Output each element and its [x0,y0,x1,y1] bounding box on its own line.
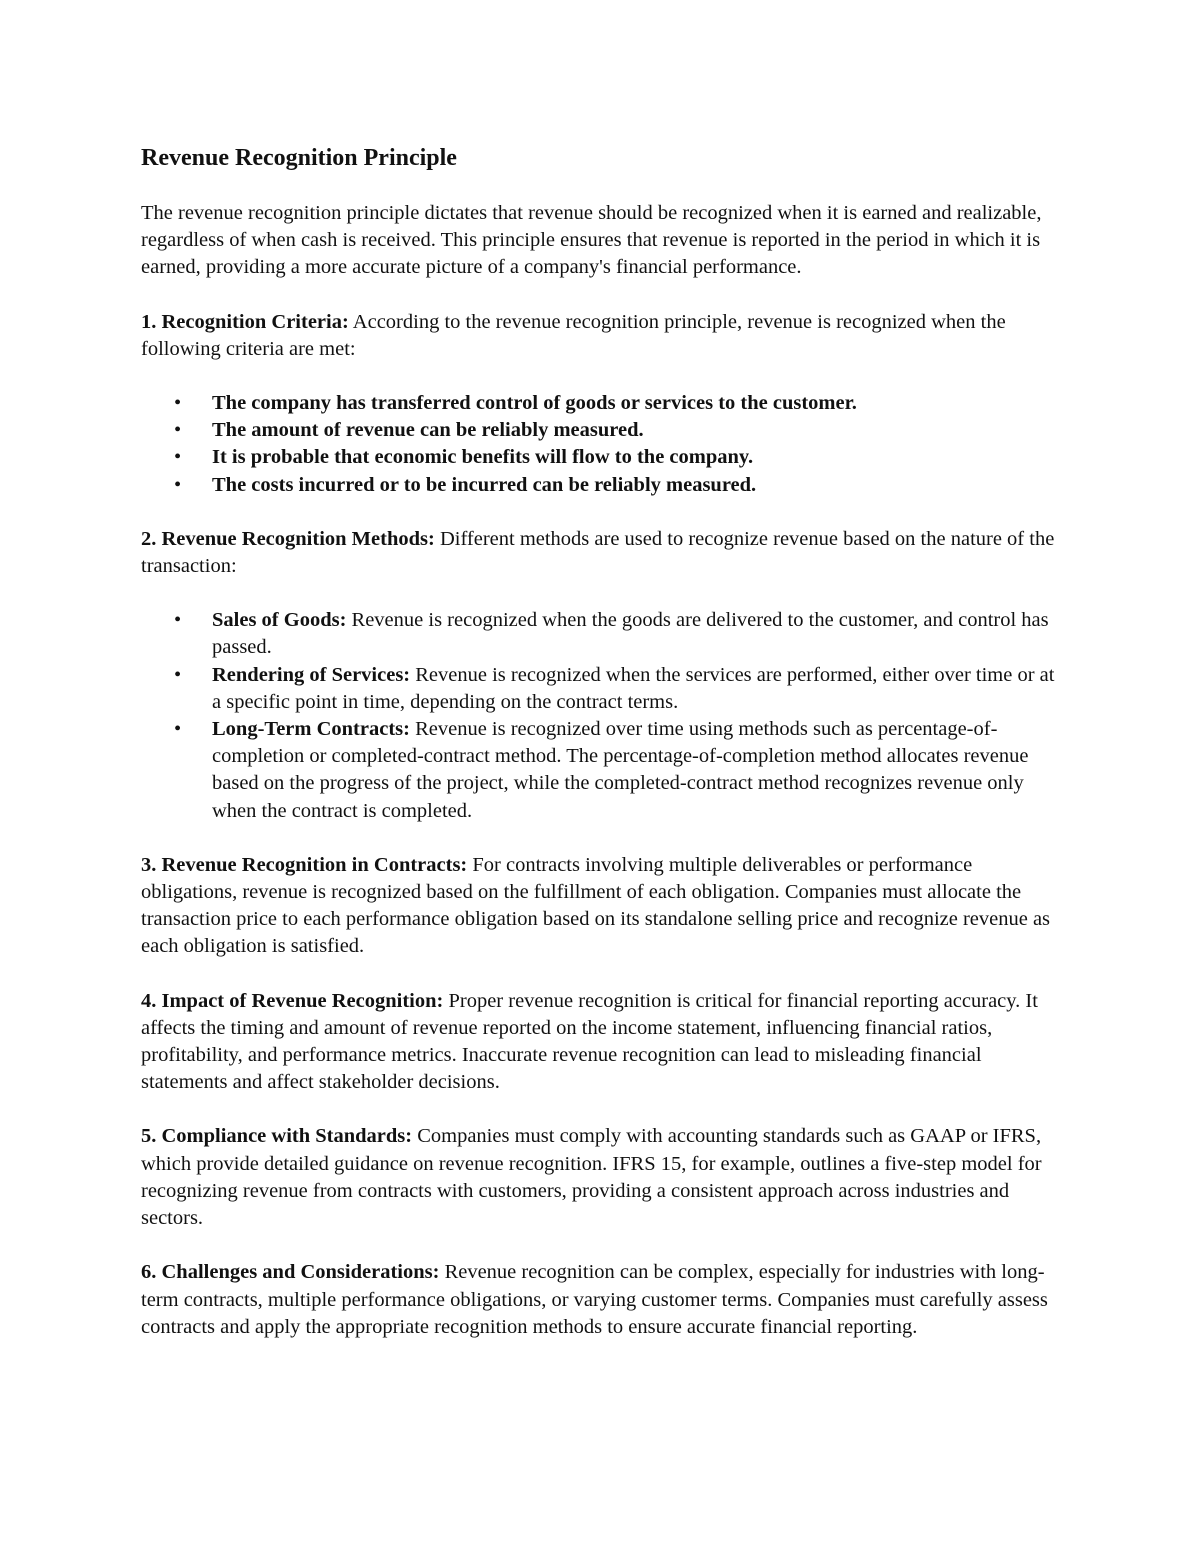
criterion-text: The amount of revenue can be reliably measured. [212,419,644,442]
section-2-heading: 2. Revenue Recognition Methods: [141,527,435,550]
method-text: Revenue is recognized over time using methods such as percentage-of-completion or completed-contract method. The percentage-of-completion method allocates revenue based on the progress of the project, while the completed-contract method recognizes revenue only when the contract is completed. [212,718,1029,822]
list-item [174,390,1066,417]
list-item [174,716,1066,825]
method-label: Long-Term Contracts: [212,718,410,741]
list-item [174,472,1066,499]
list-item [174,444,1066,471]
bullet-icon: • [174,718,182,741]
bullet-icon: • [174,663,182,686]
section-3-text: For contracts involving multiple deliverables or performance obligations, revenue is recognized based on the fulfillment of each obligation. Companies must allocate the transaction price to each performance obligation based on its standalone selling price and recognize revenue as each obligation is satisfied. [141,853,1051,958]
intro-paragraph: The revenue recognition principle dictates that revenue should be recognized when it is earned and realizable, regardless of when cash is received. This principle ensures that revenue is reported in the period in which it is earned, providing a more accurate picture of a company's financial performance. [141,202,1042,279]
section-3-paragraph [141,852,1066,961]
methods-list [141,607,1066,825]
section-5-text: Companies must comply with accounting standards such as GAAP or IFRS, which provide detailed guidance on revenue recognition. IFRS 15, for example, outlines a five-step model for recognizing revenue from contracts with customers, providing a consistent approach across industries and sectors. [141,1125,1042,1230]
section-6-heading: 6. Challenges and Considerations: [141,1261,440,1284]
document-title: Revenue Recognition Principle [141,145,457,171]
method-label: Sales of Goods: [212,609,347,632]
section-2-paragraph [141,526,1066,580]
section-4-paragraph [141,988,1066,1097]
document-page [141,140,1066,1368]
bullet-icon: • [174,392,182,415]
section-5-paragraph [141,1123,1066,1232]
criterion-text: The company has transferred control of goods or services to the customer. [212,392,857,415]
section-6-paragraph [141,1259,1066,1341]
section-4-heading: 4. Impact of Revenue Recognition: [141,989,444,1012]
criteria-list [141,390,1066,499]
section-4-text: Proper revenue recognition is critical for financial reporting accuracy. It affects the timing and amount of revenue reported on the income statement, influencing financial ratios, profitability, and performance metrics. Inaccurate revenue recognition can lead to misleading financial statements and affect stakeholder decisions. [141,989,1038,1094]
bullet-icon: • [174,473,182,496]
section-3-heading: 3. Revenue Recognition in Contracts: [141,853,468,876]
section-5-heading: 5. Compliance with Standards: [141,1125,413,1148]
method-text: Revenue is recognized when the services are performed, either over time or at a specific point in time, depending on the contract terms. [212,663,1055,713]
list-item [174,662,1066,716]
section-6-text: Revenue recognition can be complex, especially for industries with long-term contracts, multiple performance obligations, or varying customer terms. Companies must carefully assess contracts and apply the appropriate recognition methods to ensure accurate financial reporting. [141,1261,1048,1338]
section-1-heading: 1. Recognition Criteria: [141,310,349,333]
method-label: Rendering of Services: [212,663,411,686]
list-item [174,607,1066,661]
bullet-icon: • [174,609,182,632]
list-item [174,417,1066,444]
bullet-icon: • [174,419,182,442]
section-1-text: According to the revenue recognition principle, revenue is recognized when the following criteria are met: [141,310,1006,360]
method-text: Revenue is recognized when the goods are delivered to the customer, and control has passed. [212,609,1049,659]
section-2-text: Different methods are used to recognize revenue based on the nature of the transaction: [141,527,1055,578]
criterion-text: It is probable that economic benefits will flow to the company. [212,446,754,469]
section-1-paragraph [141,309,1066,363]
bullet-icon: • [174,446,182,469]
criterion-text: The costs incurred or to be incurred can be reliably measured. [212,473,757,496]
